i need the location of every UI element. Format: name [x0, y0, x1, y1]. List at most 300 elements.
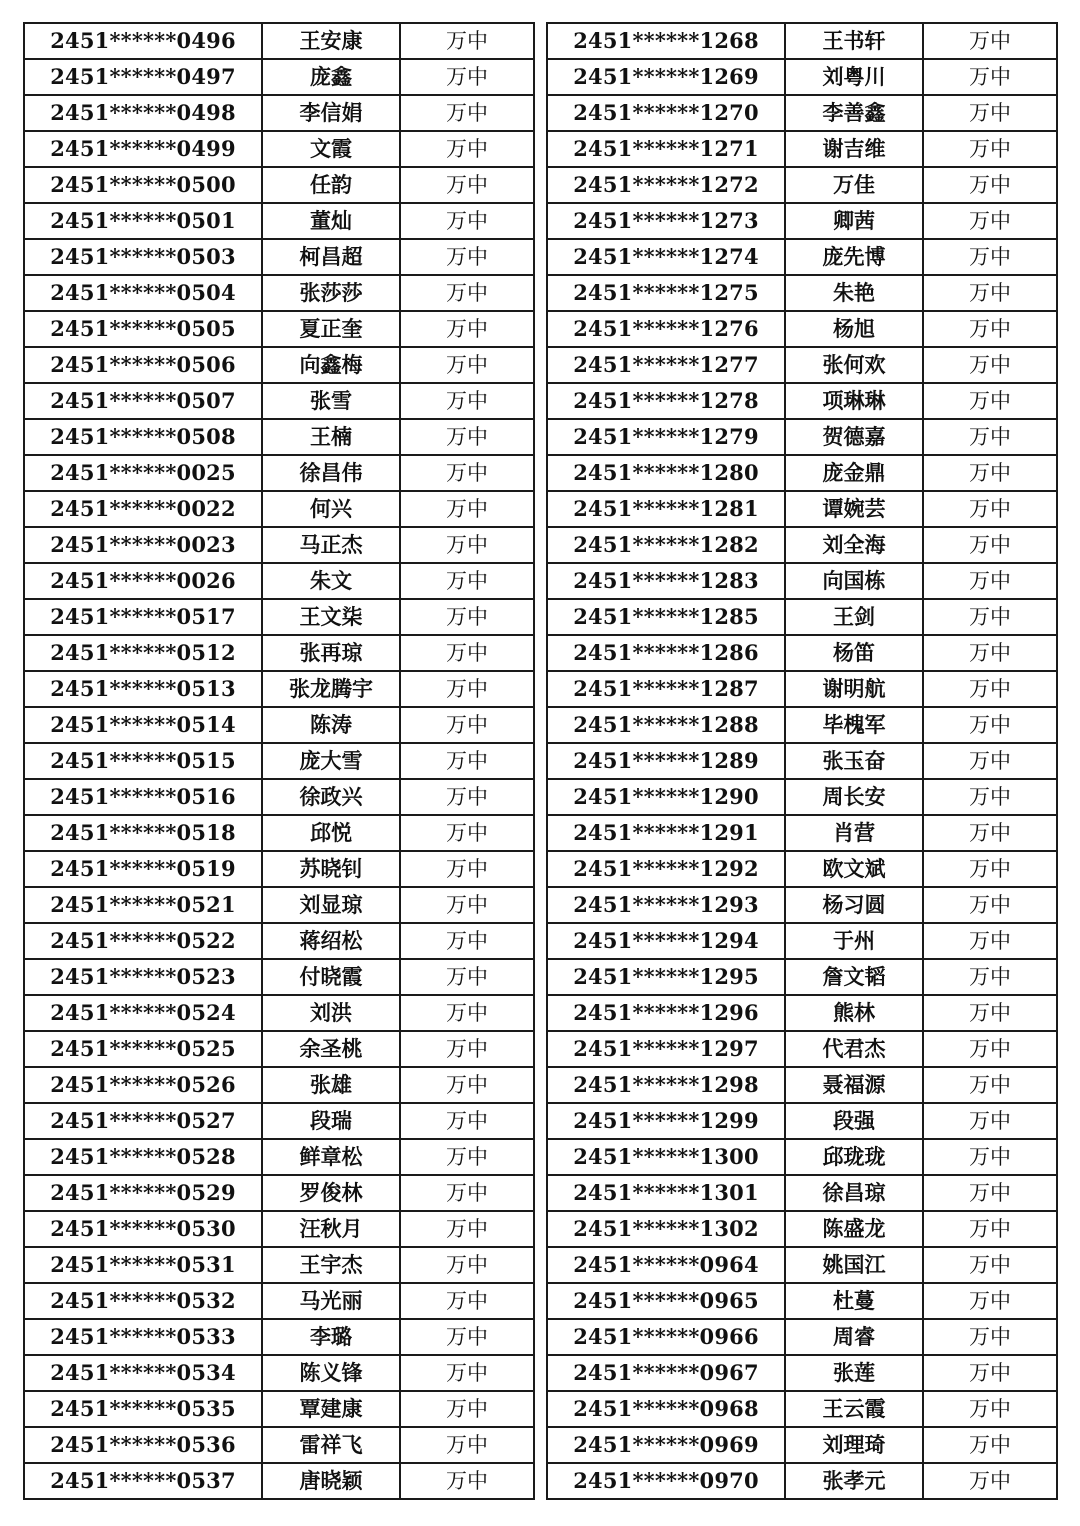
table-row	[24, 635, 534, 671]
school-cell: 万中	[400, 707, 534, 743]
exam-number-cell: 2451******0967	[547, 1355, 785, 1391]
table-row	[547, 1067, 1057, 1103]
table-row	[547, 959, 1057, 995]
table-row	[24, 527, 534, 563]
table-row	[24, 1427, 534, 1463]
exam-number-cell: 2451******0514	[24, 707, 262, 743]
table-row	[24, 59, 534, 95]
table-row	[24, 1103, 534, 1139]
table-row	[547, 563, 1057, 599]
table-row	[24, 779, 534, 815]
table-row	[547, 419, 1057, 455]
school-cell: 万中	[400, 347, 534, 383]
student-name-cell: 向鑫梅	[262, 347, 400, 383]
exam-number-cell: 2451******1278	[547, 383, 785, 419]
exam-number-cell: 2451******0500	[24, 167, 262, 203]
school-cell: 万中	[400, 1463, 534, 1499]
student-name-cell: 王楠	[262, 419, 400, 455]
student-name-cell: 杜蔓	[785, 1283, 923, 1319]
table-row	[24, 1247, 534, 1283]
table-row	[547, 203, 1057, 239]
student-name-cell: 马正杰	[262, 527, 400, 563]
exam-number-cell: 2451******0497	[24, 59, 262, 95]
roster-body-left	[24, 23, 534, 1499]
student-name-cell: 姚国江	[785, 1247, 923, 1283]
exam-number-cell: 2451******1296	[547, 995, 785, 1031]
table-row	[24, 1355, 534, 1391]
student-name-cell: 詹文韬	[785, 959, 923, 995]
table-row	[24, 599, 534, 635]
student-name-cell: 朱艳	[785, 275, 923, 311]
table-row	[547, 635, 1057, 671]
student-name-cell: 陈盛龙	[785, 1211, 923, 1247]
student-name-cell: 向国栋	[785, 563, 923, 599]
school-cell: 万中	[923, 491, 1057, 527]
school-cell: 万中	[923, 671, 1057, 707]
school-cell: 万中	[400, 1103, 534, 1139]
school-cell: 万中	[400, 491, 534, 527]
school-cell: 万中	[923, 1283, 1057, 1319]
exam-number-cell: 2451******0496	[24, 23, 262, 59]
student-name-cell: 董灿	[262, 203, 400, 239]
school-cell: 万中	[400, 203, 534, 239]
exam-number-cell: 2451******1299	[547, 1103, 785, 1139]
table-row	[24, 1463, 534, 1499]
table-row	[547, 671, 1057, 707]
exam-number-cell: 2451******1283	[547, 563, 785, 599]
school-cell: 万中	[923, 1391, 1057, 1427]
exam-number-cell: 2451******0527	[24, 1103, 262, 1139]
table-row	[24, 491, 534, 527]
student-name-cell: 项琳琳	[785, 383, 923, 419]
table-row	[24, 23, 534, 59]
table-row	[547, 131, 1057, 167]
school-cell: 万中	[923, 1175, 1057, 1211]
exam-number-cell: 2451******1288	[547, 707, 785, 743]
student-name-cell: 刘全海	[785, 527, 923, 563]
student-name-cell: 柯昌超	[262, 239, 400, 275]
student-name-cell: 王云霞	[785, 1391, 923, 1427]
exam-number-cell: 2451******1270	[547, 95, 785, 131]
table-row	[547, 1103, 1057, 1139]
school-cell: 万中	[400, 167, 534, 203]
school-cell: 万中	[923, 887, 1057, 923]
exam-number-cell: 2451******0970	[547, 1463, 785, 1499]
exam-number-cell: 2451******0966	[547, 1319, 785, 1355]
table-row	[24, 311, 534, 347]
table-row	[24, 563, 534, 599]
student-name-cell: 朱文	[262, 563, 400, 599]
student-name-cell: 何兴	[262, 491, 400, 527]
exam-number-cell: 2451******0524	[24, 995, 262, 1031]
student-name-cell: 张雪	[262, 383, 400, 419]
student-name-cell: 杨旭	[785, 311, 923, 347]
school-cell: 万中	[923, 131, 1057, 167]
school-cell: 万中	[400, 743, 534, 779]
exam-number-cell: 2451******1277	[547, 347, 785, 383]
table-row	[547, 1427, 1057, 1463]
table-row	[24, 1067, 534, 1103]
school-cell: 万中	[400, 1175, 534, 1211]
school-cell: 万中	[400, 527, 534, 563]
table-row	[24, 275, 534, 311]
school-cell: 万中	[400, 563, 534, 599]
school-cell: 万中	[400, 95, 534, 131]
exam-number-cell: 2451******0526	[24, 1067, 262, 1103]
school-cell: 万中	[400, 455, 534, 491]
student-name-cell: 庞金鼎	[785, 455, 923, 491]
table-row	[547, 851, 1057, 887]
student-name-cell: 庞先博	[785, 239, 923, 275]
school-cell: 万中	[923, 203, 1057, 239]
student-name-cell: 肖营	[785, 815, 923, 851]
student-name-cell: 谢明航	[785, 671, 923, 707]
table-row	[547, 1031, 1057, 1067]
exam-number-cell: 2451******1268	[547, 23, 785, 59]
exam-number-cell: 2451******0964	[547, 1247, 785, 1283]
student-name-cell: 张再琼	[262, 635, 400, 671]
exam-number-cell: 2451******1293	[547, 887, 785, 923]
school-cell: 万中	[923, 347, 1057, 383]
exam-number-cell: 2451******0503	[24, 239, 262, 275]
student-name-cell: 刘粤川	[785, 59, 923, 95]
student-name-cell: 聂福源	[785, 1067, 923, 1103]
exam-number-cell: 2451******0515	[24, 743, 262, 779]
exam-number-cell: 2451******0536	[24, 1427, 262, 1463]
student-name-cell: 王安康	[262, 23, 400, 59]
table-row	[24, 959, 534, 995]
exam-number-cell: 2451******1287	[547, 671, 785, 707]
table-row	[24, 1139, 534, 1175]
school-cell: 万中	[923, 1247, 1057, 1283]
table-row	[547, 1139, 1057, 1175]
school-cell: 万中	[400, 239, 534, 275]
exam-number-cell: 2451******0516	[24, 779, 262, 815]
school-cell: 万中	[923, 275, 1057, 311]
exam-number-cell: 2451******0521	[24, 887, 262, 923]
student-name-cell: 鲜章松	[262, 1139, 400, 1175]
school-cell: 万中	[400, 1283, 534, 1319]
school-cell: 万中	[400, 959, 534, 995]
school-cell: 万中	[400, 23, 534, 59]
school-cell: 万中	[400, 887, 534, 923]
exam-number-cell: 2451******0517	[24, 599, 262, 635]
roster-body-right	[547, 23, 1057, 1499]
student-name-cell: 代君杰	[785, 1031, 923, 1067]
exam-number-cell: 2451******1280	[547, 455, 785, 491]
school-cell: 万中	[923, 23, 1057, 59]
table-row	[24, 239, 534, 275]
school-cell: 万中	[923, 815, 1057, 851]
student-name-cell: 段瑞	[262, 1103, 400, 1139]
exam-number-cell: 2451******1273	[547, 203, 785, 239]
school-cell: 万中	[923, 1427, 1057, 1463]
table-row	[24, 1031, 534, 1067]
exam-number-cell: 2451******0530	[24, 1211, 262, 1247]
exam-number-cell: 2451******0519	[24, 851, 262, 887]
table-row	[24, 131, 534, 167]
exam-number-cell: 2451******0528	[24, 1139, 262, 1175]
student-name-cell: 张玉奋	[785, 743, 923, 779]
student-name-cell: 贺德嘉	[785, 419, 923, 455]
exam-number-cell: 2451******1272	[547, 167, 785, 203]
student-name-cell: 刘洪	[262, 995, 400, 1031]
exam-number-cell: 2451******1282	[547, 527, 785, 563]
school-cell: 万中	[923, 1211, 1057, 1247]
student-name-cell: 周长安	[785, 779, 923, 815]
table-row	[547, 167, 1057, 203]
exam-number-cell: 2451******0531	[24, 1247, 262, 1283]
table-row	[547, 239, 1057, 275]
table-row	[547, 275, 1057, 311]
student-name-cell: 王剑	[785, 599, 923, 635]
exam-number-cell: 2451******0525	[24, 1031, 262, 1067]
student-name-cell: 谢吉维	[785, 131, 923, 167]
student-name-cell: 文霞	[262, 131, 400, 167]
school-cell: 万中	[923, 167, 1057, 203]
school-cell: 万中	[923, 419, 1057, 455]
table-row	[547, 455, 1057, 491]
school-cell: 万中	[923, 851, 1057, 887]
student-name-cell: 庞鑫	[262, 59, 400, 95]
exam-number-cell: 2451******0508	[24, 419, 262, 455]
student-name-cell: 张莲	[785, 1355, 923, 1391]
table-row	[24, 995, 534, 1031]
school-cell: 万中	[400, 671, 534, 707]
table-row	[547, 95, 1057, 131]
roster-table-right	[546, 22, 1058, 1500]
student-name-cell: 刘显琼	[262, 887, 400, 923]
student-name-cell: 李信娟	[262, 95, 400, 131]
exam-number-cell: 2451******1302	[547, 1211, 785, 1247]
table-row	[24, 1319, 534, 1355]
school-cell: 万中	[400, 1427, 534, 1463]
exam-number-cell: 2451******1281	[547, 491, 785, 527]
school-cell: 万中	[923, 599, 1057, 635]
table-row	[547, 1175, 1057, 1211]
exam-number-cell: 2451******0504	[24, 275, 262, 311]
school-cell: 万中	[400, 1391, 534, 1427]
table-row	[24, 419, 534, 455]
school-cell: 万中	[400, 59, 534, 95]
school-cell: 万中	[400, 1211, 534, 1247]
exam-number-cell: 2451******1290	[547, 779, 785, 815]
exam-number-cell: 2451******1286	[547, 635, 785, 671]
student-name-cell: 徐政兴	[262, 779, 400, 815]
exam-number-cell: 2451******1279	[547, 419, 785, 455]
exam-number-cell: 2451******0026	[24, 563, 262, 599]
student-name-cell: 张何欢	[785, 347, 923, 383]
student-name-cell: 王书轩	[785, 23, 923, 59]
school-cell: 万中	[923, 1067, 1057, 1103]
exam-number-cell: 2451******1297	[547, 1031, 785, 1067]
student-name-cell: 刘理琦	[785, 1427, 923, 1463]
exam-number-cell: 2451******0532	[24, 1283, 262, 1319]
student-name-cell: 马光丽	[262, 1283, 400, 1319]
exam-number-cell: 2451******1269	[547, 59, 785, 95]
exam-number-cell: 2451******0022	[24, 491, 262, 527]
school-cell: 万中	[400, 131, 534, 167]
table-row	[547, 815, 1057, 851]
table-row	[24, 347, 534, 383]
school-cell: 万中	[923, 59, 1057, 95]
student-name-cell: 徐昌琼	[785, 1175, 923, 1211]
exam-number-cell: 2451******0535	[24, 1391, 262, 1427]
school-cell: 万中	[923, 455, 1057, 491]
exam-number-cell: 2451******1274	[547, 239, 785, 275]
student-name-cell: 苏晓钊	[262, 851, 400, 887]
school-cell: 万中	[400, 1139, 534, 1175]
school-cell: 万中	[923, 563, 1057, 599]
exam-number-cell: 2451******0534	[24, 1355, 262, 1391]
school-cell: 万中	[923, 779, 1057, 815]
student-name-cell: 夏正奎	[262, 311, 400, 347]
school-cell: 万中	[923, 959, 1057, 995]
table-row	[547, 923, 1057, 959]
school-cell: 万中	[400, 275, 534, 311]
table-row	[547, 383, 1057, 419]
student-name-cell: 邱珑珑	[785, 1139, 923, 1175]
table-row	[547, 1319, 1057, 1355]
exam-number-cell: 2451******0969	[547, 1427, 785, 1463]
school-cell: 万中	[923, 1139, 1057, 1175]
student-name-cell: 付晓霞	[262, 959, 400, 995]
table-row	[547, 1391, 1057, 1427]
table-row	[547, 779, 1057, 815]
school-cell: 万中	[400, 599, 534, 635]
exam-number-cell: 2451******1276	[547, 311, 785, 347]
school-cell: 万中	[923, 923, 1057, 959]
student-name-cell: 于州	[785, 923, 923, 959]
exam-number-cell: 2451******0512	[24, 635, 262, 671]
table-row	[24, 1175, 534, 1211]
table-row	[547, 1463, 1057, 1499]
exam-number-cell: 2451******0023	[24, 527, 262, 563]
exam-number-cell: 2451******0523	[24, 959, 262, 995]
school-cell: 万中	[400, 995, 534, 1031]
table-row	[24, 383, 534, 419]
school-cell: 万中	[400, 851, 534, 887]
exam-number-cell: 2451******1301	[547, 1175, 785, 1211]
student-name-cell: 汪秋月	[262, 1211, 400, 1247]
school-cell: 万中	[400, 1319, 534, 1355]
student-name-cell: 欧文斌	[785, 851, 923, 887]
school-cell: 万中	[400, 1031, 534, 1067]
school-cell: 万中	[400, 923, 534, 959]
exam-number-cell: 2451******0518	[24, 815, 262, 851]
student-name-cell: 毕槐军	[785, 707, 923, 743]
student-name-cell: 覃建康	[262, 1391, 400, 1427]
student-name-cell: 熊林	[785, 995, 923, 1031]
student-name-cell: 张龙腾宇	[262, 671, 400, 707]
student-name-cell: 蒋绍松	[262, 923, 400, 959]
student-name-cell: 王宇杰	[262, 1247, 400, 1283]
school-cell: 万中	[400, 1355, 534, 1391]
student-name-cell: 唐晓颖	[262, 1463, 400, 1499]
school-cell: 万中	[400, 815, 534, 851]
student-name-cell: 张雄	[262, 1067, 400, 1103]
exam-number-cell: 2451******0529	[24, 1175, 262, 1211]
exam-number-cell: 2451******1291	[547, 815, 785, 851]
exam-number-cell: 2451******1292	[547, 851, 785, 887]
school-cell: 万中	[400, 383, 534, 419]
table-row	[547, 491, 1057, 527]
school-cell: 万中	[923, 1355, 1057, 1391]
table-row	[547, 1211, 1057, 1247]
student-name-cell: 陈义锋	[262, 1355, 400, 1391]
table-row	[547, 743, 1057, 779]
school-cell: 万中	[923, 95, 1057, 131]
school-cell: 万中	[400, 1067, 534, 1103]
school-cell: 万中	[923, 707, 1057, 743]
table-row	[24, 167, 534, 203]
exam-number-cell: 2451******0513	[24, 671, 262, 707]
table-row	[24, 203, 534, 239]
exam-number-cell: 2451******0025	[24, 455, 262, 491]
school-cell: 万中	[923, 995, 1057, 1031]
table-row	[24, 1283, 534, 1319]
exam-number-cell: 2451******0537	[24, 1463, 262, 1499]
table-row	[24, 671, 534, 707]
school-cell: 万中	[923, 743, 1057, 779]
student-name-cell: 杨习圆	[785, 887, 923, 923]
table-row	[24, 455, 534, 491]
table-row	[547, 527, 1057, 563]
exam-number-cell: 2451******0522	[24, 923, 262, 959]
table-row	[547, 1247, 1057, 1283]
exam-number-cell: 2451******0505	[24, 311, 262, 347]
exam-number-cell: 2451******1300	[547, 1139, 785, 1175]
exam-number-cell: 2451******0498	[24, 95, 262, 131]
exam-number-cell: 2451******1289	[547, 743, 785, 779]
exam-number-cell: 2451******1285	[547, 599, 785, 635]
school-cell: 万中	[400, 419, 534, 455]
school-cell: 万中	[923, 311, 1057, 347]
exam-number-cell: 2451******1294	[547, 923, 785, 959]
table-row	[547, 1355, 1057, 1391]
roster-table-left	[23, 22, 535, 1500]
table-row	[547, 347, 1057, 383]
table-row	[547, 59, 1057, 95]
school-cell: 万中	[400, 311, 534, 347]
school-cell: 万中	[923, 635, 1057, 671]
table-row	[24, 1391, 534, 1427]
school-cell: 万中	[923, 239, 1057, 275]
school-cell: 万中	[923, 1103, 1057, 1139]
student-name-cell: 段强	[785, 1103, 923, 1139]
exam-number-cell: 2451******0507	[24, 383, 262, 419]
exam-number-cell: 2451******0965	[547, 1283, 785, 1319]
student-name-cell: 周睿	[785, 1319, 923, 1355]
exam-number-cell: 2451******1275	[547, 275, 785, 311]
exam-number-cell: 2451******0968	[547, 1391, 785, 1427]
student-name-cell: 任韵	[262, 167, 400, 203]
table-row	[547, 887, 1057, 923]
student-name-cell: 邱悦	[262, 815, 400, 851]
table-row	[547, 707, 1057, 743]
table-row	[547, 1283, 1057, 1319]
school-cell: 万中	[923, 1319, 1057, 1355]
school-cell: 万中	[923, 1463, 1057, 1499]
table-row	[24, 707, 534, 743]
student-name-cell: 谭婉芸	[785, 491, 923, 527]
student-name-cell: 张莎莎	[262, 275, 400, 311]
exam-number-cell: 2451******0506	[24, 347, 262, 383]
school-cell: 万中	[923, 383, 1057, 419]
table-row	[547, 311, 1057, 347]
table-row	[547, 23, 1057, 59]
student-name-cell: 杨笛	[785, 635, 923, 671]
